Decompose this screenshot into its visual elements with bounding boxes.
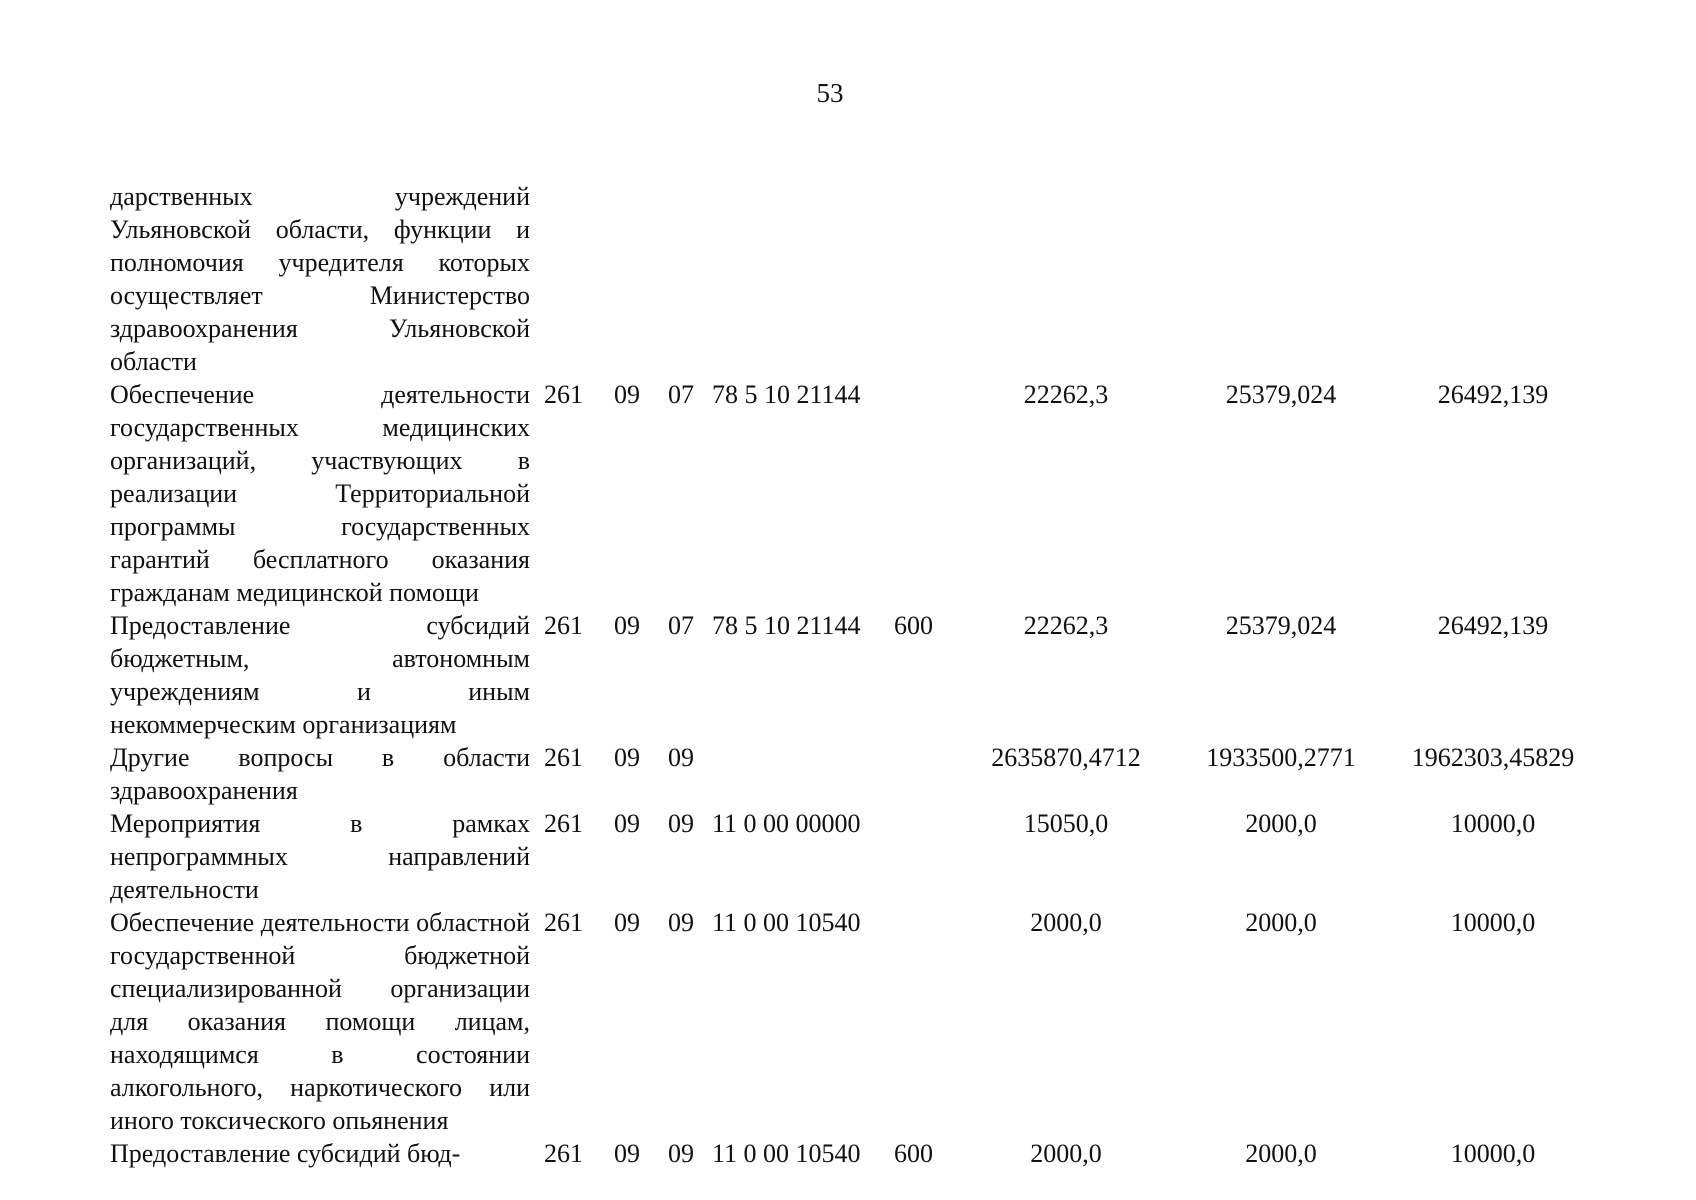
row-csr	[708, 180, 894, 378]
row-pr: 09	[668, 1139, 694, 1168]
table-row	[110, 1137, 1598, 1170]
row-amount-year3: 26492,139	[1437, 611, 1549, 640]
row-amount-year3: 10000,0	[1450, 1139, 1536, 1168]
row-name: дарственных учреждений Ульяновской области, функции и полномочия учредителя которых осуществляет Министерство здравоохранения Ульяновской области	[110, 182, 530, 376]
row-vr: 600	[894, 611, 933, 640]
row-amount-year1: 2000,0	[1030, 908, 1102, 937]
row-csr	[708, 741, 894, 807]
row-vr	[894, 378, 958, 609]
row-amount-year3: 26492,139	[1437, 380, 1549, 409]
row-amount-year3: 10000,0	[1450, 908, 1536, 937]
row-csr: 78 5 10 21144	[712, 380, 861, 409]
table-row	[110, 906, 1598, 1137]
row-rz: 09	[614, 809, 640, 838]
table-row	[110, 609, 1598, 741]
row-csr: 11 0 00 10540	[712, 1139, 861, 1168]
row-pr: 09	[668, 743, 694, 772]
table-row	[110, 180, 1598, 378]
row-amount-year3	[1388, 180, 1598, 378]
row-amount-year1: 2635870,4712	[991, 743, 1141, 772]
row-vr: 600	[894, 1139, 933, 1168]
table-row	[110, 807, 1598, 906]
budget-table	[110, 180, 1598, 1170]
row-rz: 09	[614, 611, 640, 640]
row-amount-year1: 2000,0	[1030, 1139, 1102, 1168]
row-csr: 11 0 00 00000	[712, 809, 861, 838]
row-amount-year2: 25379,024	[1225, 380, 1337, 409]
row-pr: 07	[668, 380, 694, 409]
row-amount-year1: 15050,0	[1023, 809, 1109, 838]
row-vr	[894, 180, 958, 378]
row-name: Предоставление субсидий бюд-	[110, 1139, 461, 1168]
row-csr: 78 5 10 21144	[712, 611, 861, 640]
row-kvsr: 261	[544, 1139, 583, 1168]
row-amount-year2: 2000,0	[1245, 809, 1317, 838]
row-kvsr: 261	[544, 743, 583, 772]
row-rz: 09	[614, 743, 640, 772]
row-kvsr: 261	[544, 908, 583, 937]
row-pr: 07	[668, 611, 694, 640]
row-name: Обеспечение деятельности областной государственной бюджетной специализированной организации для оказания помощи лицам, находящимся в состоянии алкогольного, наркотического или иного токсического опьянения	[110, 908, 530, 1135]
page-number: 53	[816, 78, 844, 108]
table-row	[110, 378, 1598, 609]
row-vr	[894, 906, 958, 1137]
row-amount-year2	[1174, 180, 1388, 378]
row-amount-year1: 22262,3	[1023, 380, 1109, 409]
row-kvsr: 261	[544, 809, 583, 838]
row-amount-year2: 25379,024	[1225, 611, 1337, 640]
row-name: Обеспечение деятельности государственных медицинских организаций, участвующих в реализации Территориальной программы государственных гарантий бесплатного оказания гражданам медицинской помощи	[110, 380, 530, 607]
row-rz: 09	[614, 908, 640, 937]
row-amount-year3: 10000,0	[1450, 809, 1536, 838]
table-row	[110, 741, 1598, 807]
row-amount-year1	[958, 180, 1174, 378]
row-pr	[654, 180, 708, 378]
row-amount-year1: 22262,3	[1023, 611, 1109, 640]
row-rz: 09	[614, 1139, 640, 1168]
row-kvsr: 261	[544, 611, 583, 640]
row-amount-year2: 1933500,2771	[1206, 743, 1356, 772]
row-amount-year3: 1962303,45829	[1411, 743, 1575, 772]
row-amount-year2: 2000,0	[1245, 1139, 1317, 1168]
row-kvsr: 261	[544, 380, 583, 409]
row-pr: 09	[668, 809, 694, 838]
row-kvsr	[540, 180, 600, 378]
row-name: Мероприятия в рамках непрограммных направлений деятельности	[110, 809, 530, 904]
row-vr	[894, 807, 958, 906]
row-name: Предоставление субсидий бюджетным, автономным учреждениям и иным некоммерческим организациям	[110, 611, 530, 739]
row-rz: 09	[614, 380, 640, 409]
row-csr: 11 0 00 10540	[712, 908, 861, 937]
row-rz	[600, 180, 654, 378]
row-vr	[894, 741, 958, 807]
row-amount-year2: 2000,0	[1245, 908, 1317, 937]
row-pr: 09	[668, 908, 694, 937]
row-name: Другие вопросы в области здравоохранения	[110, 743, 530, 805]
